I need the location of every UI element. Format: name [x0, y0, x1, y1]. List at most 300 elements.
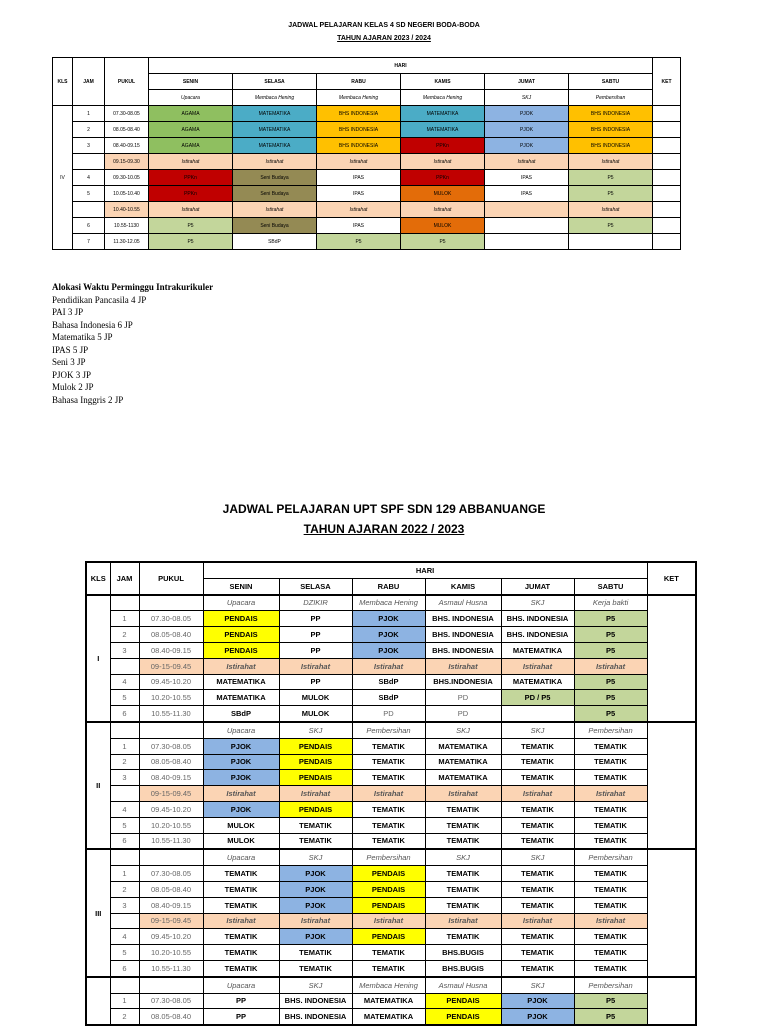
subject-cell: MATEMATIKA — [401, 106, 485, 122]
subject-cell: MULOK — [401, 218, 485, 234]
subject-cell: MATEMATIKA — [233, 138, 317, 154]
subject-cell: MATEMATIKA — [425, 754, 501, 770]
subject-cell: PD — [352, 706, 425, 722]
subject-cell: PJOK — [501, 993, 574, 1009]
subject-cell: PP — [279, 611, 352, 627]
subject-cell: MATEMATIKA — [501, 674, 574, 690]
subject-cell: Istirahat — [352, 658, 425, 674]
subject-cell: AGAMA — [149, 122, 233, 138]
alokasi-item: Seni 3 JP — [52, 357, 86, 367]
subject-cell: Istirahat — [317, 202, 401, 218]
subject-cell: SBdP — [352, 690, 425, 706]
table-row — [53, 186, 681, 202]
subject-cell: Istirahat — [149, 154, 233, 170]
jam-cell: 6 — [110, 706, 139, 722]
table-row — [86, 881, 696, 897]
subject-cell — [485, 234, 569, 250]
activity-cell: Pembersihan — [574, 722, 647, 738]
jam-cell: 1 — [110, 611, 139, 627]
subject-cell: Istirahat — [425, 913, 501, 929]
pukul-cell: 09-15-09.45 — [139, 658, 203, 674]
subject-cell: PJOK — [352, 611, 425, 627]
ket-cell — [653, 122, 681, 138]
subject-cell: Istirahat — [569, 154, 653, 170]
pukul-cell: 10.20-10.55 — [139, 945, 203, 961]
pukul-cell: 10.55-11.30 — [139, 706, 203, 722]
subject-cell: PJOK — [485, 138, 569, 154]
subject-cell: BHS. INDONESIA — [501, 627, 574, 643]
subject-cell: TEMATIK — [352, 945, 425, 961]
subject-cell: TEMATIK — [574, 801, 647, 817]
subject-cell: Istirahat — [501, 658, 574, 674]
jam-cell: 3 — [110, 770, 139, 786]
header-hari: HARI — [149, 58, 653, 74]
subject-cell: TEMATIK — [279, 960, 352, 976]
pukul-cell: 08.40-09.15 — [139, 897, 203, 913]
table-row — [53, 170, 681, 186]
subject-cell: PJOK — [279, 881, 352, 897]
pukul-cell: 07.30-08.05 — [139, 993, 203, 1009]
table-row — [86, 658, 696, 674]
pukul-cell: 09.45-10.20 — [139, 674, 203, 690]
pukul-cell: 10.55-11.30 — [139, 960, 203, 976]
subject-cell: Seni Budaya — [233, 170, 317, 186]
subject-cell: Istirahat — [352, 913, 425, 929]
activity-cell: Membaca Hening — [352, 977, 425, 993]
pukul-cell: 07.30-08.05 — [105, 106, 149, 122]
header-day: JUMAT — [501, 578, 574, 594]
subject-cell: MULOK — [203, 817, 279, 833]
subject-cell: Istirahat — [569, 202, 653, 218]
pukul-cell: 11.30-12.05 — [105, 234, 149, 250]
subject-cell: TEMATIK — [574, 817, 647, 833]
header-day: JUMAT — [485, 74, 569, 90]
subject-cell: TEMATIK — [501, 817, 574, 833]
jam-cell: 7 — [73, 234, 105, 250]
subject-cell: TEMATIK — [501, 945, 574, 961]
activity-cell: Pembersihan — [574, 849, 647, 865]
activity-cell: SKJ — [501, 977, 574, 993]
subject-cell: PD — [425, 706, 501, 722]
table-row — [53, 202, 681, 218]
subject-cell: TEMATIK — [425, 833, 501, 849]
header-ket: KET — [653, 58, 681, 106]
jam-cell — [110, 658, 139, 674]
jam-cell: 5 — [110, 945, 139, 961]
pukul-cell: 08.05-08.40 — [139, 1009, 203, 1025]
subject-cell: BHS.INDONESIA — [425, 674, 501, 690]
activity-cell: Upacara — [149, 90, 233, 106]
subject-cell: MULOK — [203, 833, 279, 849]
pukul-cell — [139, 595, 203, 611]
header-day: SABTU — [569, 74, 653, 90]
subject-cell: Istirahat — [279, 913, 352, 929]
jam-cell — [110, 722, 139, 738]
pukul-cell: 10.20-10.55 — [139, 690, 203, 706]
subject-cell: PP — [279, 674, 352, 690]
pukul-cell: 09-15-09.45 — [139, 913, 203, 929]
subject-cell: PJOK — [203, 801, 279, 817]
subject-cell: PPKn — [401, 138, 485, 154]
subject-cell: PENDAIS — [203, 627, 279, 643]
subject-cell: PP — [279, 627, 352, 643]
pukul-cell: 09.45-10.20 — [139, 929, 203, 945]
subject-cell: AGAMA — [149, 106, 233, 122]
subject-cell: PJOK — [352, 642, 425, 658]
subject-cell: PJOK — [352, 627, 425, 643]
pukul-cell — [139, 849, 203, 865]
subject-cell: PENDAIS — [352, 897, 425, 913]
subject-cell: TEMATIK — [352, 801, 425, 817]
subject-cell: P5 — [317, 234, 401, 250]
jam-cell: 3 — [110, 897, 139, 913]
subject-cell: BHS INDONESIA — [317, 106, 401, 122]
activity-cell: Kerja bakti — [574, 595, 647, 611]
subject-cell: PJOK — [485, 122, 569, 138]
kls-cell: I — [86, 595, 110, 722]
table-row — [86, 642, 696, 658]
subject-cell: BHS INDONESIA — [317, 122, 401, 138]
subject-cell: TEMATIK — [425, 897, 501, 913]
jam-cell: 3 — [110, 642, 139, 658]
alokasi-item: PAI 3 JP — [52, 307, 84, 317]
pukul-cell: 08.40-09.15 — [139, 642, 203, 658]
subject-cell: PPKn — [401, 170, 485, 186]
kls-cell: IV — [53, 106, 73, 250]
subject-cell: BHS. INDONESIA — [279, 1009, 352, 1025]
jam-cell — [110, 913, 139, 929]
pukul-cell: 08.05-08.40 — [105, 122, 149, 138]
alokasi-item: Bahasa Inggris 2 JP — [52, 394, 124, 405]
table-row — [86, 929, 696, 945]
header-day: RABU — [352, 578, 425, 594]
jam-cell — [73, 154, 105, 170]
pukul-cell: 07.30-08.05 — [139, 611, 203, 627]
subject-cell: Seni Budaya — [233, 186, 317, 202]
subject-cell: PD — [425, 690, 501, 706]
table-row — [86, 770, 696, 786]
pukul-cell — [139, 722, 203, 738]
jam-cell — [110, 849, 139, 865]
subject-cell: PENDAIS — [352, 929, 425, 945]
ket-cell — [653, 218, 681, 234]
subject-cell: BHS INDONESIA — [569, 122, 653, 138]
subject-cell: TEMATIK — [574, 897, 647, 913]
table-row — [86, 993, 696, 1009]
subject-cell: PENDAIS — [425, 1009, 501, 1025]
alokasi-section — [52, 281, 213, 406]
activity-cell: Asmaul Husna — [425, 595, 501, 611]
subject-cell: PJOK — [485, 106, 569, 122]
table-row — [86, 754, 696, 770]
activity-cell: Asmaul Husna — [425, 977, 501, 993]
subject-cell: PJOK — [203, 754, 279, 770]
subject-cell: PP — [203, 993, 279, 1009]
subject-cell: Istirahat — [574, 786, 647, 802]
subject-cell: TEMATIK — [425, 881, 501, 897]
table-row — [86, 627, 696, 643]
jam-cell: 4 — [110, 801, 139, 817]
subject-cell: PENDAIS — [279, 801, 352, 817]
activity-cell: SKJ — [485, 90, 569, 106]
activity-cell: Pembersihan — [352, 849, 425, 865]
subject-cell: TEMATIK — [501, 770, 574, 786]
subject-cell: TEMATIK — [203, 881, 279, 897]
table-row — [86, 897, 696, 913]
ket-cell — [647, 595, 696, 722]
header-day: SABTU — [574, 578, 647, 594]
subject-cell: TEMATIK — [425, 801, 501, 817]
activity-cell: SKJ — [501, 849, 574, 865]
table-row — [53, 218, 681, 234]
subject-cell: TEMATIK — [352, 817, 425, 833]
subject-cell: TEMATIK — [501, 960, 574, 976]
subject-cell: IPAS — [317, 186, 401, 202]
table-row — [86, 801, 696, 817]
subject-cell: BHS. INDONESIA — [425, 627, 501, 643]
pukul-cell: 10.40-10.55 — [105, 202, 149, 218]
subject-cell: BHS. INDONESIA — [425, 611, 501, 627]
jam-cell: 3 — [73, 138, 105, 154]
subject-cell: TEMATIK — [203, 897, 279, 913]
alokasi-item: PJOK 3 JP — [52, 369, 92, 380]
header-day: KAMIS — [401, 74, 485, 90]
subject-cell: TEMATIK — [574, 833, 647, 849]
subject-cell: PPKn — [149, 186, 233, 202]
pukul-cell: 08.05-08.40 — [139, 881, 203, 897]
kls-cell: II — [86, 722, 110, 849]
activity-cell: Pembersihan — [569, 90, 653, 106]
activity-cell: SKJ — [501, 595, 574, 611]
subject-cell: IPAS — [485, 170, 569, 186]
ket-cell — [653, 234, 681, 250]
table-row — [86, 960, 696, 976]
subject-cell: MATEMATIKA — [425, 770, 501, 786]
alokasi-item: Matematika 5 JP — [52, 332, 113, 342]
subject-cell: P5 — [574, 611, 647, 627]
subject-cell: TEMATIK — [501, 897, 574, 913]
subject-cell: BHS. INDONESIA — [279, 993, 352, 1009]
subject-cell: P5 — [574, 642, 647, 658]
subject-cell — [485, 218, 569, 234]
subject-cell — [569, 234, 653, 250]
subject-cell: Istirahat — [574, 913, 647, 929]
subject-cell: P5 — [574, 706, 647, 722]
subject-cell: Istirahat — [401, 202, 485, 218]
pukul-cell: 10.05-10.40 — [105, 186, 149, 202]
subject-cell: IPAS — [317, 170, 401, 186]
subject-cell: Istirahat — [352, 786, 425, 802]
activity-cell: DZIKIR — [279, 595, 352, 611]
subject-cell: PJOK — [279, 929, 352, 945]
subject-cell: TEMATIK — [501, 754, 574, 770]
subject-cell: P5 — [574, 690, 647, 706]
subject-cell: TEMATIK — [501, 738, 574, 754]
activity-cell: Membaca Hening — [401, 90, 485, 106]
jam-cell: 2 — [110, 1009, 139, 1025]
subject-cell: TEMATIK — [574, 960, 647, 976]
pukul-cell: 08.05-08.40 — [139, 754, 203, 770]
subject-cell: TEMATIK — [501, 801, 574, 817]
jam-cell — [110, 786, 139, 802]
activity-cell: Upacara — [203, 722, 279, 738]
ket-cell — [653, 154, 681, 170]
subject-cell: PJOK — [501, 1009, 574, 1025]
subject-cell: SBdP — [352, 674, 425, 690]
ket-cell — [653, 170, 681, 186]
activity-cell: SKJ — [279, 722, 352, 738]
subject-cell: TEMATIK — [352, 738, 425, 754]
subject-cell: MATEMATIKA — [352, 1009, 425, 1025]
subject-cell: MULOK — [401, 186, 485, 202]
subject-cell: PJOK — [279, 897, 352, 913]
table-row — [53, 106, 681, 122]
subject-cell: PJOK — [279, 866, 352, 882]
subject-cell: TEMATIK — [574, 866, 647, 882]
subject-cell: Istirahat — [401, 154, 485, 170]
pukul-cell: 07.30-08.05 — [139, 738, 203, 754]
jam-cell: 5 — [110, 690, 139, 706]
subject-cell: MULOK — [279, 690, 352, 706]
subject-cell: TEMATIK — [425, 866, 501, 882]
schedule-table-kelas-4 — [52, 57, 681, 250]
subject-cell: PP — [203, 1009, 279, 1025]
alokasi-heading: Alokasi Waktu Perminggu Intrakurikuler — [52, 282, 214, 292]
subject-cell: TEMATIK — [501, 929, 574, 945]
subject-cell: Istirahat — [425, 658, 501, 674]
subject-cell: Istirahat — [149, 202, 233, 218]
pukul-cell: 08.40-09.15 — [139, 770, 203, 786]
subject-cell: TEMATIK — [352, 960, 425, 976]
subject-cell: TEMATIK — [203, 960, 279, 976]
ket-cell — [647, 722, 696, 849]
header-ket: KET — [647, 562, 696, 595]
pukul-cell — [139, 977, 203, 993]
activity-cell: SKJ — [279, 977, 352, 993]
subject-cell: Istirahat — [279, 658, 352, 674]
subject-cell: BHS. INDONESIA — [425, 642, 501, 658]
subject-cell — [485, 202, 569, 218]
table-row — [86, 690, 696, 706]
subject-cell: BHS. INDONESIA — [501, 611, 574, 627]
subject-cell: BHS INDONESIA — [317, 138, 401, 154]
table-row — [86, 866, 696, 882]
activity-cell: Membaca Hening — [317, 90, 401, 106]
subject-cell: P5 — [569, 170, 653, 186]
table-row — [86, 817, 696, 833]
activity-cell: Membaca Hening — [352, 595, 425, 611]
jam-cell: 4 — [110, 929, 139, 945]
pukul-cell: 09.45-10.20 — [139, 801, 203, 817]
subject-cell: P5 — [569, 186, 653, 202]
subject-cell: PENDAIS — [279, 754, 352, 770]
activity-cell: SKJ — [425, 849, 501, 865]
header-pukul: PUKUL — [105, 58, 149, 106]
jam-cell: 2 — [110, 754, 139, 770]
subject-cell: Istirahat — [574, 658, 647, 674]
subject-cell: TEMATIK — [574, 929, 647, 945]
subject-cell: TEMATIK — [203, 945, 279, 961]
header-hari: HARI — [203, 562, 647, 578]
subject-cell: Istirahat — [233, 154, 317, 170]
table-row — [53, 234, 681, 250]
subject-cell: MATEMATIKA — [401, 122, 485, 138]
subject-cell: Seni Budaya — [233, 218, 317, 234]
ket-cell — [653, 186, 681, 202]
subject-cell: P5 — [149, 218, 233, 234]
subject-cell: TEMATIK — [352, 770, 425, 786]
subject-cell: Istirahat — [317, 154, 401, 170]
alokasi-item: Bahasa Indonesia 6 JP — [52, 319, 133, 330]
activity-cell: Upacara — [203, 977, 279, 993]
jam-cell — [110, 977, 139, 993]
subject-cell: TEMATIK — [574, 738, 647, 754]
header-day: KAMIS — [425, 578, 501, 594]
subject-cell: PENDAIS — [203, 611, 279, 627]
table-row — [86, 706, 696, 722]
table-row — [53, 138, 681, 154]
subject-cell: SBdP — [203, 706, 279, 722]
schedule-table-sdn-129 — [85, 561, 697, 1026]
subject-cell: PP — [279, 642, 352, 658]
subject-cell: Istirahat — [501, 786, 574, 802]
activity-cell: SKJ — [425, 722, 501, 738]
ket-cell — [653, 138, 681, 154]
ket-cell — [653, 106, 681, 122]
ket-cell — [647, 977, 696, 1025]
jam-cell: 4 — [73, 170, 105, 186]
subject-cell: PENDAIS — [352, 866, 425, 882]
activity-cell: Upacara — [203, 849, 279, 865]
subject-cell: TEMATIK — [352, 754, 425, 770]
subject-cell: TEMATIK — [279, 817, 352, 833]
kls-cell: III — [86, 849, 110, 976]
subject-cell: Istirahat — [203, 913, 279, 929]
subject-cell: PENDAIS — [279, 770, 352, 786]
subject-cell: TEMATIK — [574, 945, 647, 961]
subject-cell: TEMATIK — [279, 945, 352, 961]
subject-cell: Istirahat — [485, 154, 569, 170]
subject-cell: Istirahat — [233, 202, 317, 218]
subject-cell: MATEMATIKA — [352, 993, 425, 1009]
doc1-title: JADWAL PELAJARAN KELAS 4 SD NEGERI BODA-BODA — [288, 22, 480, 29]
subject-cell: Istirahat — [425, 786, 501, 802]
jam-cell — [110, 595, 139, 611]
subject-cell: Istirahat — [203, 658, 279, 674]
subject-cell: BHS INDONESIA — [569, 138, 653, 154]
subject-cell: SBdP — [233, 234, 317, 250]
activity-cell: SKJ — [501, 722, 574, 738]
jam-cell: 1 — [110, 993, 139, 1009]
jam-cell: 6 — [110, 833, 139, 849]
subject-cell: TEMATIK — [352, 833, 425, 849]
doc2-title: JADWAL PELAJARAN UPT SPF SDN 129 ABBANUANGE — [222, 502, 546, 516]
activity-cell: SKJ — [279, 849, 352, 865]
table-row — [86, 738, 696, 754]
jam-cell: 2 — [73, 122, 105, 138]
subject-cell: MATEMATIKA — [233, 122, 317, 138]
table-row — [86, 913, 696, 929]
header-jam: JAM — [73, 58, 105, 106]
pukul-cell: 07.30-08.05 — [139, 866, 203, 882]
header-pukul: PUKUL — [139, 562, 203, 595]
subject-cell: MATEMATIKA — [203, 674, 279, 690]
header-day: SENIN — [203, 578, 279, 594]
subject-cell: PD / P5 — [501, 690, 574, 706]
header-day: SENIN — [149, 74, 233, 90]
doc2-subtitle: TAHUN AJARAN 2022 / 2023 — [303, 522, 465, 536]
ket-cell — [653, 202, 681, 218]
